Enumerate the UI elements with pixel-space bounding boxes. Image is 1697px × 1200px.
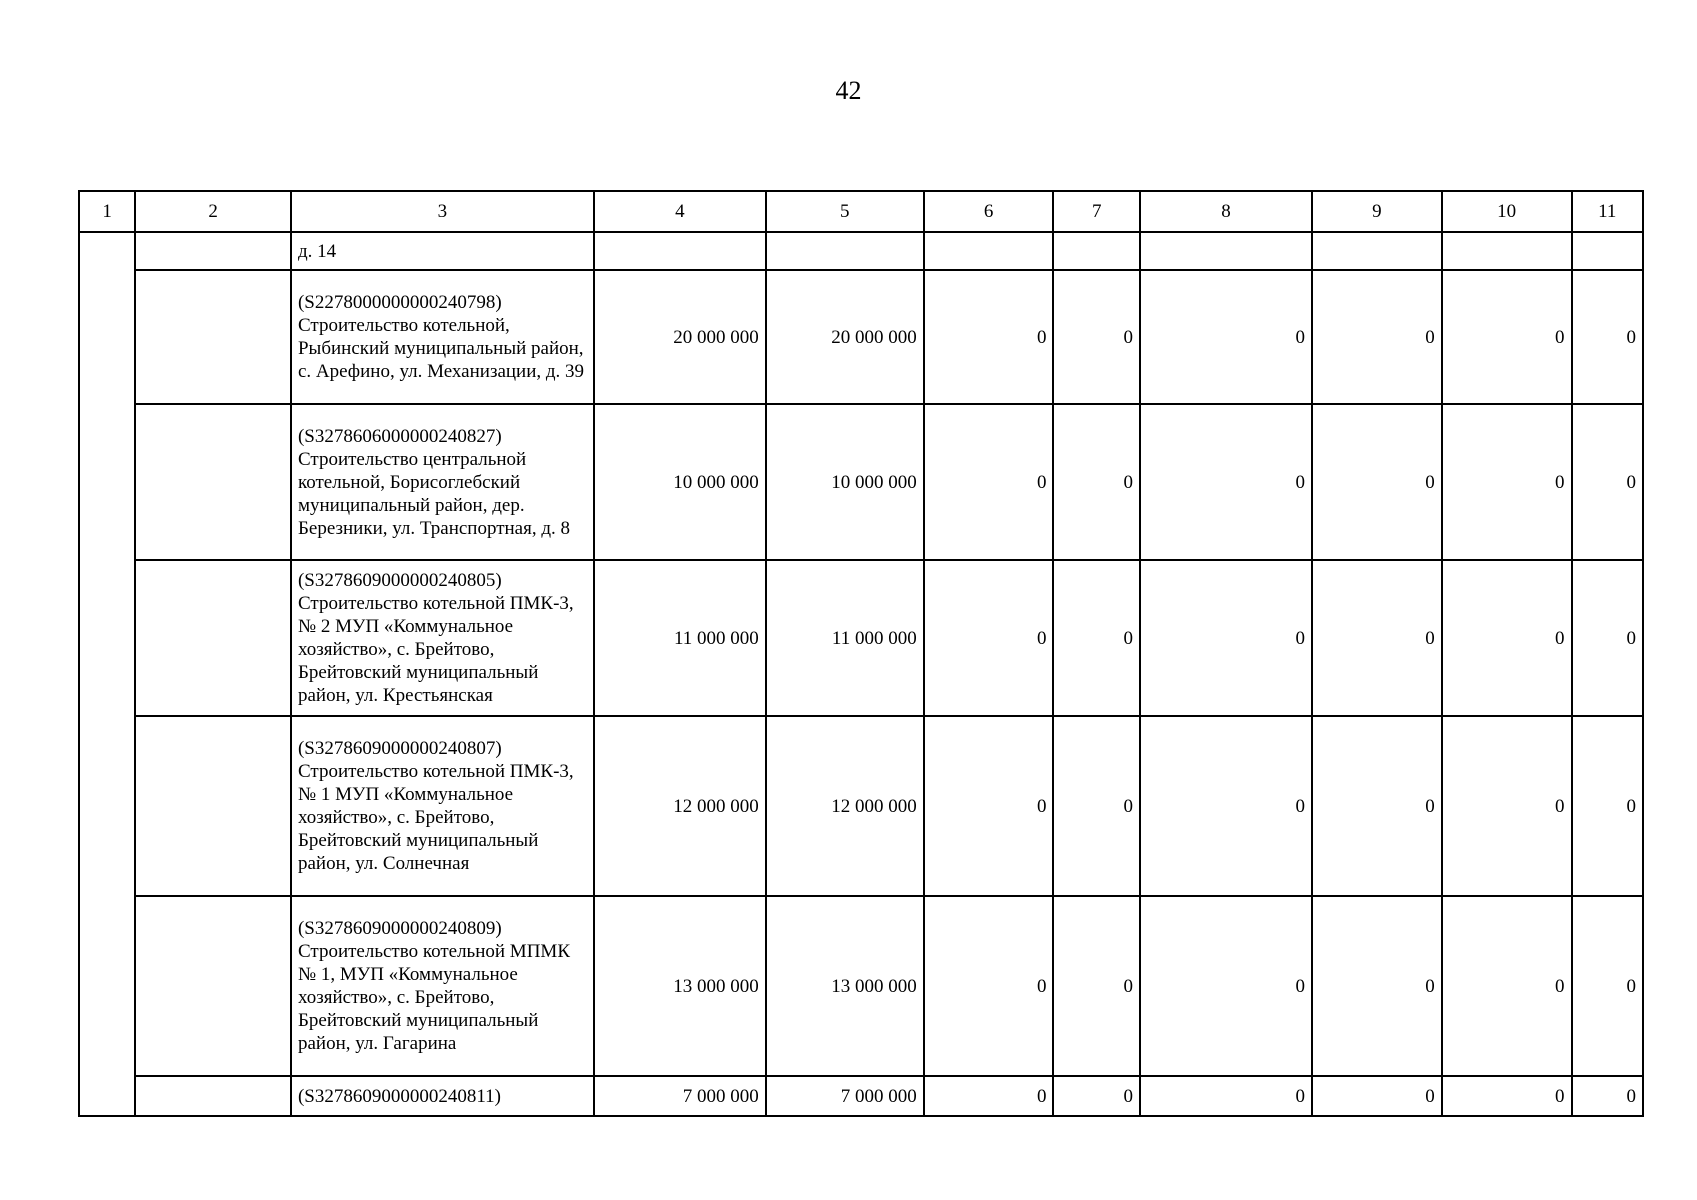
column-number-row	[79, 191, 1643, 232]
col2-cell	[135, 560, 291, 716]
value-cell-col10: 0	[1442, 560, 1572, 716]
description-cell: д. 14	[291, 232, 594, 270]
value-cell-col8	[1140, 232, 1312, 270]
value-cell-col8: 0	[1140, 404, 1312, 560]
value-cell-col4: 12 000 000	[594, 716, 766, 896]
col-header-1: 1	[79, 191, 135, 232]
table-row	[79, 404, 1643, 560]
col-header-3: 3	[291, 191, 594, 232]
value-cell-col9: 0	[1312, 404, 1442, 560]
budget-table	[78, 190, 1644, 1117]
value-cell-col5	[766, 232, 924, 270]
table-row	[79, 896, 1643, 1076]
description-cell: (S2278000000000240798) Строительство котельной, Рыбинский муниципальный район, с. Арефино, ул. Механизации, д. 39	[291, 270, 594, 404]
col1-merged-cell	[79, 232, 135, 1116]
value-cell-col9: 0	[1312, 560, 1442, 716]
value-cell-col6	[924, 232, 1054, 270]
description-cell: (S3278606000000240827) Строительство центральной котельной, Борисоглебский муниципальный район, дер. Березники, ул. Транспортная, д. 8	[291, 404, 594, 560]
table-row	[79, 716, 1643, 896]
value-cell-col6: 0	[924, 716, 1054, 896]
value-cell-col7: 0	[1053, 270, 1140, 404]
value-cell-col4	[594, 232, 766, 270]
value-cell-col8: 0	[1140, 270, 1312, 404]
value-cell-col9: 0	[1312, 270, 1442, 404]
value-cell-col5: 10 000 000	[766, 404, 924, 560]
col2-cell	[135, 1076, 291, 1116]
value-cell-col5: 13 000 000	[766, 896, 924, 1076]
col-header-2: 2	[135, 191, 291, 232]
description-cell: (S3278609000000240809) Строительство котельной МПМК № 1, МУП «Коммунальное хозяйство», с. Брейтово, Брейтовский муниципальный район, ул. Гагарина	[291, 896, 594, 1076]
value-cell-col9	[1312, 232, 1442, 270]
table-row	[79, 232, 1643, 270]
value-cell-col4: 13 000 000	[594, 896, 766, 1076]
value-cell-col4: 7 000 000	[594, 1076, 766, 1116]
value-cell-col8: 0	[1140, 560, 1312, 716]
col-header-9: 9	[1312, 191, 1442, 232]
value-cell-col8: 0	[1140, 716, 1312, 896]
value-cell-col7: 0	[1053, 716, 1140, 896]
table-row	[79, 1076, 1643, 1116]
value-cell-col10: 0	[1442, 270, 1572, 404]
value-cell-col10: 0	[1442, 1076, 1572, 1116]
value-cell-col11: 0	[1572, 896, 1643, 1076]
value-cell-col10	[1442, 232, 1572, 270]
col-header-10: 10	[1442, 191, 1572, 232]
description-cell: (S3278609000000240805) Строительство котельной ПМК-3, № 2 МУП «Коммунальное хозяйство», с. Брейтово, Брейтовский муниципальный район, ул. Крестьянская	[291, 560, 594, 716]
value-cell-col11: 0	[1572, 270, 1643, 404]
value-cell-col4: 20 000 000	[594, 270, 766, 404]
value-cell-col7: 0	[1053, 404, 1140, 560]
col-header-4: 4	[594, 191, 766, 232]
value-cell-col11: 0	[1572, 404, 1643, 560]
value-cell-col6: 0	[924, 1076, 1054, 1116]
value-cell-col10: 0	[1442, 896, 1572, 1076]
col-header-5: 5	[766, 191, 924, 232]
col-header-7: 7	[1053, 191, 1140, 232]
col2-cell	[135, 716, 291, 896]
value-cell-col4: 11 000 000	[594, 560, 766, 716]
col-header-11: 11	[1572, 191, 1643, 232]
table-row	[79, 560, 1643, 716]
value-cell-col7: 0	[1053, 896, 1140, 1076]
value-cell-col6: 0	[924, 560, 1054, 716]
value-cell-col10: 0	[1442, 404, 1572, 560]
page-number: 42	[835, 76, 862, 105]
value-cell-col7: 0	[1053, 1076, 1140, 1116]
value-cell-col9: 0	[1312, 896, 1442, 1076]
col2-cell	[135, 896, 291, 1076]
value-cell-col10: 0	[1442, 716, 1572, 896]
value-cell-col5: 7 000 000	[766, 1076, 924, 1116]
value-cell-col6: 0	[924, 896, 1054, 1076]
value-cell-col11: 0	[1572, 716, 1643, 896]
col2-cell	[135, 270, 291, 404]
value-cell-col9: 0	[1312, 716, 1442, 896]
table-row	[79, 270, 1643, 404]
col-header-6: 6	[924, 191, 1054, 232]
value-cell-col5: 12 000 000	[766, 716, 924, 896]
value-cell-col11: 0	[1572, 1076, 1643, 1116]
value-cell-col7: 0	[1053, 560, 1140, 716]
col2-cell	[135, 404, 291, 560]
value-cell-col8: 0	[1140, 1076, 1312, 1116]
value-cell-col7	[1053, 232, 1140, 270]
value-cell-col4: 10 000 000	[594, 404, 766, 560]
value-cell-col5: 11 000 000	[766, 560, 924, 716]
value-cell-col8: 0	[1140, 896, 1312, 1076]
col2-cell	[135, 232, 291, 270]
description-cell: (S3278609000000240807) Строительство котельной ПМК-3, № 1 МУП «Коммунальное хозяйство», с. Брейтово, Брейтовский муниципальный район, ул. Солнечная	[291, 716, 594, 896]
value-cell-col11: 0	[1572, 560, 1643, 716]
col-header-8: 8	[1140, 191, 1312, 232]
value-cell-col6: 0	[924, 404, 1054, 560]
value-cell-col9: 0	[1312, 1076, 1442, 1116]
description-cell: (S3278609000000240811)	[291, 1076, 594, 1116]
value-cell-col11	[1572, 232, 1643, 270]
value-cell-col6: 0	[924, 270, 1054, 404]
value-cell-col5: 20 000 000	[766, 270, 924, 404]
